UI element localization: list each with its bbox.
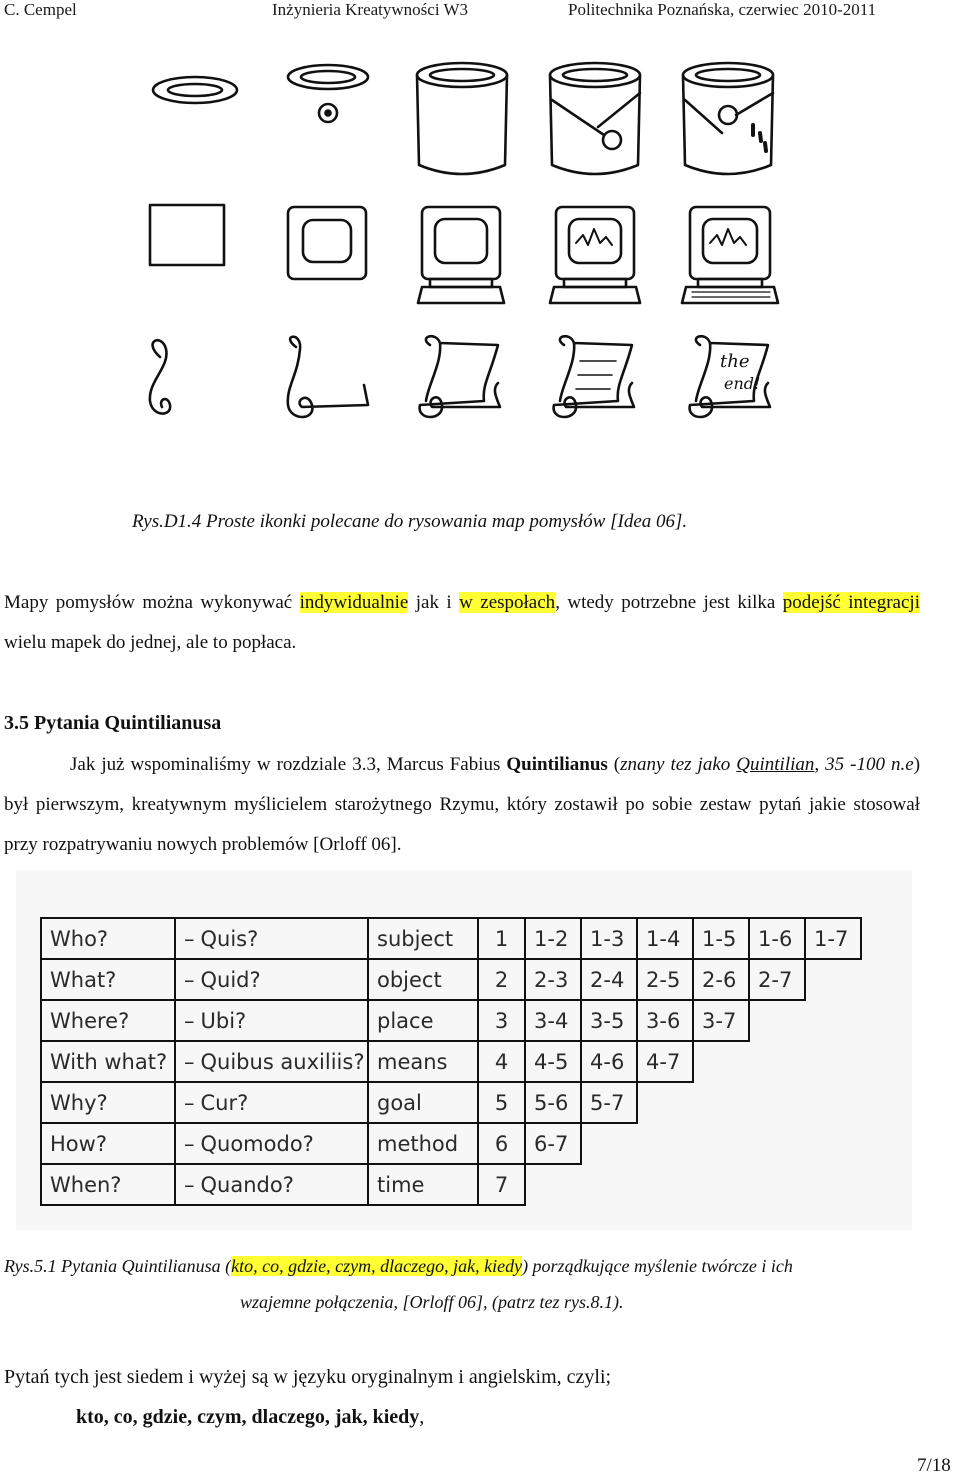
pair-cell: 2-4 [581, 959, 637, 1000]
pair-cell: 1-6 [749, 918, 805, 959]
computer-icon-2 [288, 207, 366, 279]
pair-cell: 6-7 [525, 1123, 581, 1164]
pair-cell: 5-7 [581, 1082, 637, 1123]
concept-noun: place [368, 1000, 478, 1041]
scroll-icon-4 [554, 336, 634, 417]
highlight-teams: w zespołach [459, 592, 556, 613]
latin-question [175, 1164, 368, 1205]
section-heading: 3.5 Pytania Quintilianusa [4, 712, 222, 734]
empty-cell [693, 1123, 749, 1164]
dash: – [184, 1008, 195, 1033]
empty-cell [637, 1123, 693, 1164]
latin-question [175, 918, 368, 959]
figure2-caption-line1 [4, 1256, 793, 1277]
highlight-integration: podejść integracji [782, 592, 920, 613]
pair-cell: 1-2 [525, 918, 581, 959]
header-institution: Politechnika Poznańska, czerwiec 2010-2011 [568, 0, 877, 19]
computer-icon-1 [150, 205, 224, 265]
table-row [41, 1123, 861, 1164]
computer-icon-4 [550, 207, 640, 303]
empty-cell [749, 1164, 805, 1205]
latin-question [175, 1082, 368, 1123]
latin-text: Cur? [200, 1090, 249, 1115]
latin-text: Quis? [200, 926, 259, 951]
english-question: When? [41, 1164, 175, 1205]
text-run: , wtedy potrzebne jest kilka [555, 592, 783, 613]
table-row [41, 1000, 861, 1041]
question-number: 6 [478, 1123, 525, 1164]
dash: – [184, 1049, 195, 1074]
dash: – [184, 926, 195, 951]
concept-noun: subject [368, 918, 478, 959]
text-run: , [419, 1406, 425, 1428]
pair-cell: 3-6 [637, 1000, 693, 1041]
paragraph-seven-questions: Pytań tych jest siedem i wyżej są w języku oryginalnym i angielskim, czyli; [4, 1366, 612, 1388]
latin-text: Quibus auxiliis? [200, 1049, 365, 1074]
empty-cell [581, 1164, 637, 1205]
question-number: 3 [478, 1000, 525, 1041]
empty-cell [749, 1000, 805, 1041]
concept-noun: method [368, 1123, 478, 1164]
text-run: ) był pierwszym, kreatywnym myślicielem starożytnego Rzymu, który zostawił po sobie zestaw pytań jakie stosował przy rozpatrywaniu nowych problemów [Orloff 06]. [4, 754, 921, 855]
computer-icon-5 [682, 207, 778, 303]
question-list [76, 1406, 424, 1429]
empty-cell [637, 1082, 693, 1123]
latin-question [175, 1123, 368, 1164]
text-run: Mapy pomysłów można wykonywać [4, 592, 300, 613]
scroll-icon-1 [150, 340, 170, 413]
text-run: jak i [408, 592, 460, 613]
english-question: What? [41, 959, 175, 1000]
latin-question [175, 1000, 368, 1041]
dash: – [184, 1090, 195, 1115]
pair-cell: 4-6 [581, 1041, 637, 1082]
concept-noun: time [368, 1164, 478, 1205]
text-run: Rys.5.1 Pytania Quintilianusa ( [4, 1256, 232, 1276]
table-row [41, 1082, 861, 1123]
empty-cell [749, 1123, 805, 1164]
icon-progression-figure [120, 45, 795, 455]
empty-cell [805, 1000, 861, 1041]
latin-text: Quomodo? [200, 1131, 314, 1156]
pair-cell: 5-6 [525, 1082, 581, 1123]
table-row [41, 1041, 861, 1082]
table-row [41, 959, 861, 1000]
scroll-icon-3 [420, 336, 500, 417]
latin-text: Ubi? [200, 1008, 247, 1033]
latin-question [175, 1041, 368, 1082]
text-run: wielu mapek do jednej, ale to popłaca. [4, 632, 297, 653]
table-row [41, 918, 861, 959]
can-icon-5 [683, 63, 773, 174]
paragraph-quintilian [4, 745, 920, 865]
empty-cell [525, 1164, 581, 1205]
can-icon-4 [550, 63, 640, 174]
text-run: ( [607, 754, 621, 775]
question-number: 7 [478, 1164, 525, 1205]
english-question: With what? [41, 1041, 175, 1082]
empty-cell [693, 1041, 749, 1082]
quintilian-questions-table [40, 917, 862, 1206]
highlight-individual: indywidualnie [299, 592, 409, 613]
underlined-quintilian: Quintilian [736, 754, 815, 775]
concept-noun: means [368, 1041, 478, 1082]
english-question: Why? [41, 1082, 175, 1123]
computer-icon-3 [418, 207, 504, 303]
pair-cell: 2-7 [749, 959, 805, 1000]
empty-cell [805, 1123, 861, 1164]
empty-cell [805, 1082, 861, 1123]
bold-quintilianus: Quintilianus [506, 754, 608, 775]
question-number: 1 [478, 918, 525, 959]
pair-cell: 2-6 [693, 959, 749, 1000]
empty-cell [693, 1164, 749, 1205]
pair-cell: 3-4 [525, 1000, 581, 1041]
highlight-questions: kto, co, gdzie, czym, dlaczego, jak, kiedy [231, 1256, 523, 1276]
pair-cell: 4-5 [525, 1041, 581, 1082]
dash: – [184, 1172, 195, 1197]
empty-cell [581, 1123, 637, 1164]
dash: – [184, 1131, 195, 1156]
can-icon-1 [153, 77, 237, 103]
latin-text: Quid? [200, 967, 261, 992]
empty-cell [749, 1041, 805, 1082]
header-author: C. Cempel [4, 0, 77, 19]
pair-cell: 4-7 [637, 1041, 693, 1082]
scroll-text-the: the [720, 351, 750, 372]
pair-cell: 3-7 [693, 1000, 749, 1041]
english-question: How? [41, 1123, 175, 1164]
empty-cell [805, 1164, 861, 1205]
empty-cell [805, 1041, 861, 1082]
scroll-text-end: end! [724, 374, 761, 393]
scroll-icon-2 [288, 337, 368, 417]
page-number: 7/18 [917, 1455, 951, 1476]
pair-cell: 1-5 [693, 918, 749, 959]
question-number: 2 [478, 959, 525, 1000]
paragraph-mind-maps [4, 583, 920, 663]
bold-question-list: kto, co, gdzie, czym, dlaczego, jak, kiedy [76, 1406, 420, 1428]
empty-cell [749, 1082, 805, 1123]
italic-run: znany tez jako [620, 754, 737, 775]
pair-cell: 2-5 [637, 959, 693, 1000]
pair-cell: 2-3 [525, 959, 581, 1000]
can-icon-3 [417, 63, 507, 174]
table-row [41, 1164, 861, 1205]
question-number: 5 [478, 1082, 525, 1123]
text-run: ) porządkujące myślenie twórcze i ich [522, 1256, 793, 1276]
english-question: Where? [41, 1000, 175, 1041]
italic-run: , 35 -100 n.e [814, 754, 914, 775]
figure1-caption: Rys.D1.4 Proste ikonki polecane do rysowania map pomysłów [Idea 06]. [132, 511, 688, 532]
pair-cell: 1-3 [581, 918, 637, 959]
empty-cell [805, 959, 861, 1000]
latin-text: Quando? [200, 1172, 294, 1197]
concept-noun: goal [368, 1082, 478, 1123]
figure2-caption-line2: wzajemne połączenia, [Orloff 06], (patrz tez rys.8.1). [240, 1292, 624, 1312]
dash: – [184, 967, 195, 992]
question-number: 4 [478, 1041, 525, 1082]
text-run: Jak już wspominaliśmy w rozdziale 3.3, Marcus Fabius [70, 754, 507, 775]
english-question: Who? [41, 918, 175, 959]
concept-noun: object [368, 959, 478, 1000]
empty-cell [637, 1164, 693, 1205]
pair-cell: 3-5 [581, 1000, 637, 1041]
pair-cell: 1-7 [805, 918, 861, 959]
pair-cell: 1-4 [637, 918, 693, 959]
can-icon-2 [288, 65, 368, 122]
header-course: Inżynieria Kreatywności W3 [272, 0, 469, 19]
empty-cell [693, 1082, 749, 1123]
latin-question [175, 959, 368, 1000]
